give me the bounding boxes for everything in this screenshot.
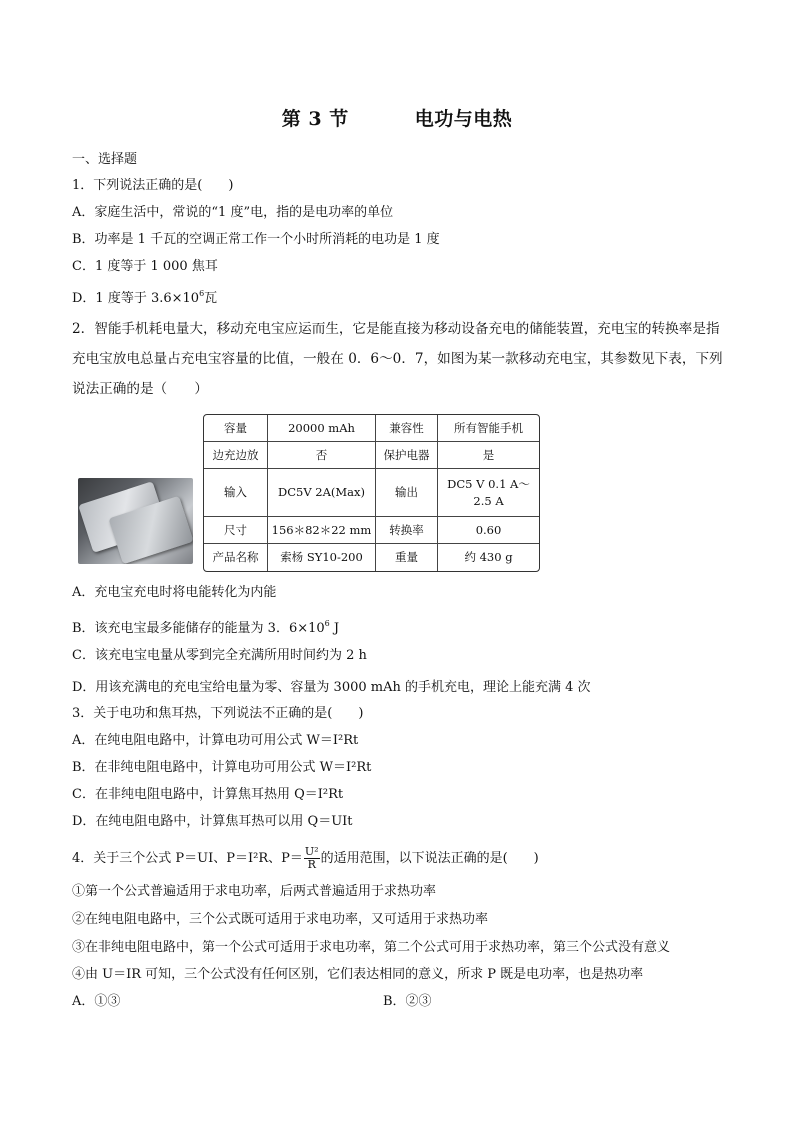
q3-option-b: B．在非纯电阻电路中，计算电功可用公式 W＝I²Rt bbox=[72, 760, 372, 775]
table-row bbox=[204, 517, 539, 544]
table-cell: 是 bbox=[438, 442, 539, 469]
table-cell: DC5 V 0.1 A～2.5 A bbox=[438, 469, 539, 517]
q3-option-d: D．在纯电阻电路中，计算焦耳热可以用 Q＝UIt bbox=[72, 814, 353, 829]
q4-statement-4: ④由 U＝IR 可知，三个公式没有任何区别，它们表达相同的意义，所求 P 既是电功率，也是热功率 bbox=[72, 967, 644, 982]
table-cell: 保护电器 bbox=[376, 442, 438, 469]
spec-table bbox=[203, 414, 540, 572]
table-cell: 尺寸 bbox=[204, 517, 268, 544]
q4-option-b: B．②③ bbox=[383, 994, 432, 1009]
table-row bbox=[204, 442, 539, 469]
table-cell: 约 430 g bbox=[464, 550, 513, 564]
q2-option-c: C．该充电宝电量从零到完全充满所用时间约为 2 h bbox=[72, 648, 367, 663]
q3-option-a: A．在纯电阻电路中，计算电功可用公式 W＝I²Rt bbox=[72, 733, 359, 748]
table-cell: 兼容性 bbox=[376, 415, 438, 442]
table-cell: 重量 bbox=[376, 544, 438, 571]
table-cell: 边充边放 bbox=[204, 442, 268, 469]
q2-option-d: D．用该充满电的充电宝给电量为零、容量为 3000 mAh 的手机充电，理论上能充满 4 次 bbox=[72, 680, 591, 695]
table-row bbox=[204, 544, 539, 571]
table-cell: 156＊82＊22 mm bbox=[268, 517, 376, 544]
table-cell: 输入 bbox=[204, 469, 268, 517]
table-cell: 所有智能手机 bbox=[438, 415, 539, 442]
q4-stem: 4．关于三个公式 P＝UI、P＝I²R、P＝ $\frac{\text{U²}}{R}$ 的适用范围，以下说法正确的是( ) bbox=[72, 845, 539, 871]
table-cell: 产品名称 bbox=[204, 544, 268, 571]
q4-statement-3: ③在非纯电阻电路中，第一个公式可适用于求电功率，第二个公式可用于求热功率，第三个公式没有意义 bbox=[72, 940, 671, 955]
q4-option-a: A．①③ bbox=[72, 994, 121, 1009]
table-row bbox=[204, 415, 539, 442]
q4-statement-1: ①第一个公式普遍适用于求电功率，后两式普遍适用于求热功率 bbox=[72, 884, 437, 899]
q2-option-b: B．该充电宝最多能储存的能量为 3．$6\times 10^6$ J bbox=[72, 619, 340, 636]
table-cell: 20000 mAh bbox=[268, 415, 376, 442]
formula-fraction: $\frac{\text{U²}}{R}$ bbox=[304, 845, 319, 871]
q1-option-b: B．功率是 1 千瓦的空调正常工作一个小时所消耗的电功是 1 度 bbox=[72, 232, 440, 247]
table-cell: 转换率 bbox=[376, 517, 438, 544]
power-bank-photo bbox=[78, 478, 193, 564]
table-cell: 输出 bbox=[376, 469, 438, 517]
table-cell: 容量 bbox=[204, 415, 268, 442]
table-cell: DC5V 2A(Max) bbox=[268, 469, 376, 517]
section-number: 第 3 节 bbox=[281, 108, 349, 130]
q1-option-a: A．家庭生活中，常说的“1 度”电，指的是电功率的单位 bbox=[72, 205, 394, 220]
q1-option-c: C．1 度等于 1 000 焦耳 bbox=[72, 259, 218, 274]
q4-statement-2: ②在纯电阻电路中，三个公式既可适用于求电功率，又可适用于求热功率 bbox=[72, 912, 489, 927]
section-heading: 一、选择题 bbox=[72, 152, 138, 167]
q3-stem: 3．关于电功和焦耳热，下列说法不正确的是( ) bbox=[72, 706, 364, 721]
table-cell: 否 bbox=[268, 442, 376, 469]
q1-stem: 1．下列说法正确的是( ) bbox=[72, 178, 234, 193]
q2-option-a: A．充电宝充电时将电能转化为内能 bbox=[72, 585, 277, 600]
table-row bbox=[204, 469, 539, 517]
q2-stem: 2．智能手机耗电量大，移动充电宝应运而生，它是能直接为移动设备充电的储能装置，充电宝的转换率是指充电宝放电总量占充电宝容量的比值，一般在 0．6～0．7，如图为某一款移动充电宝，其参数见下表，下列说法正确的是（ ） bbox=[72, 321, 723, 397]
q1-option-d: D．1 度等于 $3.6\times 10^6$瓦 bbox=[72, 289, 218, 306]
table-cell: 0.60 bbox=[438, 517, 539, 544]
page-title bbox=[0, 104, 794, 131]
section-name: 电功与电热 bbox=[414, 108, 513, 130]
q3-option-c: C．在非纯电阻电路中，计算焦耳热用 Q＝I²Rt bbox=[72, 787, 344, 802]
table-cell: 索杨 SY10-200 bbox=[268, 544, 376, 571]
